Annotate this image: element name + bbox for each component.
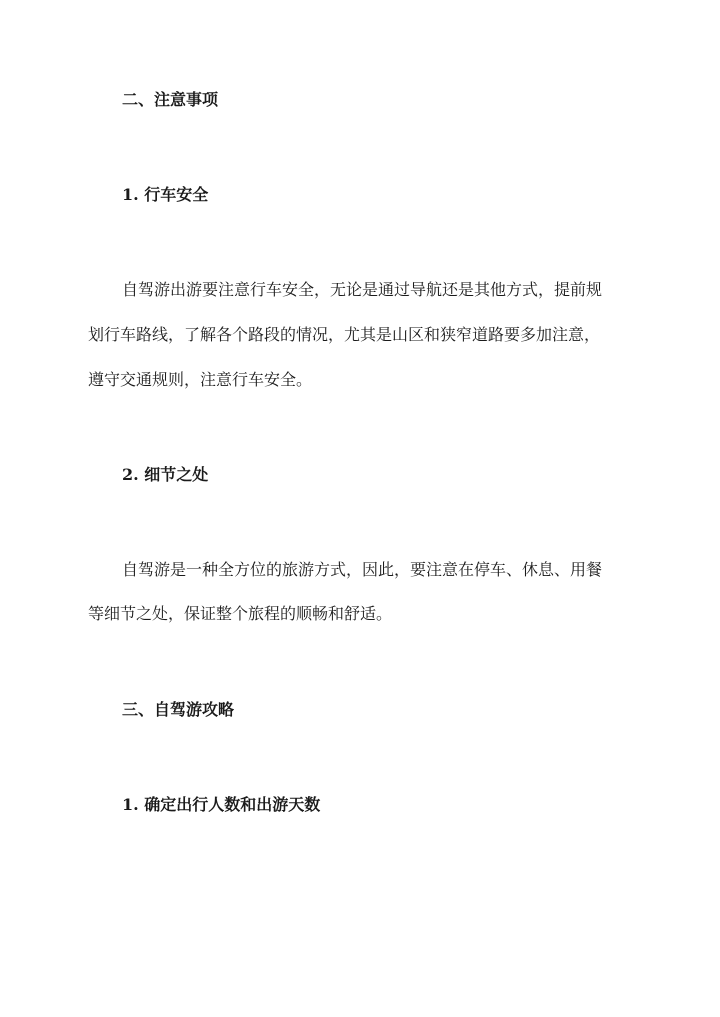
subheading-people-and-days: 1. 确定出行人数和出游天数 (122, 795, 321, 814)
paragraph-line: 等细节之处，保证整个旅程的顺畅和舒适。 (88, 604, 393, 623)
paragraph-line: 自驾游是一种全方位的旅游方式，因此，要注意在停车、休息、用餐 (122, 560, 603, 579)
paragraph-line: 自驾游出游要注意行车安全，无论是通过导航还是其他方式，提前规 (122, 280, 603, 299)
paragraph-line: 划行车路线，了解各个路段的情况，尤其是山区和狭窄道路要多加注意， (88, 325, 601, 344)
subheading-details: 2. 细节之处 (122, 465, 209, 484)
subheading-driving-safety: 1. 行车安全 (122, 185, 209, 204)
paragraph-line: 遵守交通规则，注意行车安全。 (88, 370, 313, 389)
section-heading-precautions: 二、注意事项 (122, 90, 219, 109)
section-heading-self-drive-guide: 三、自驾游攻略 (122, 700, 235, 719)
